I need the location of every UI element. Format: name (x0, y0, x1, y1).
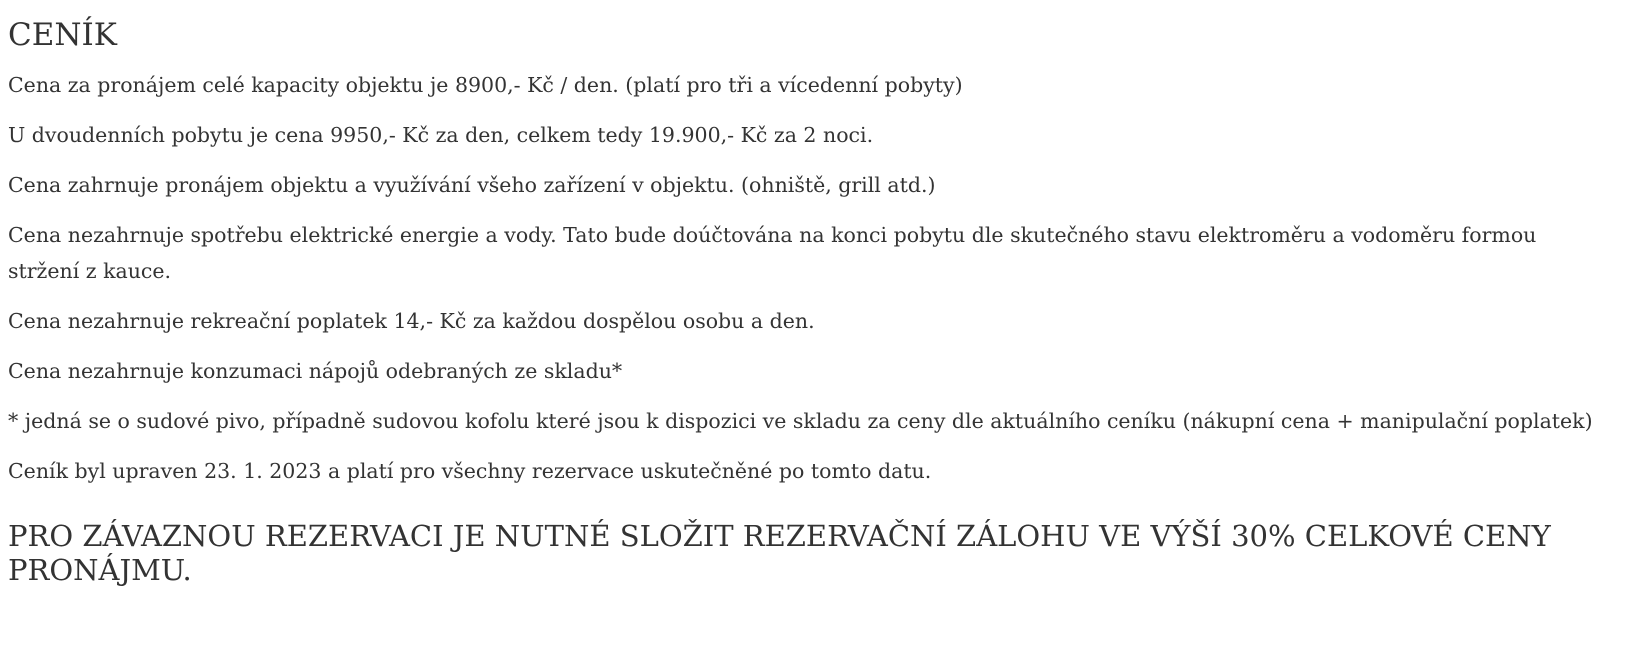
price-two-day-stay: U dvoudenních pobytu je cena 9950,- Kč za den, celkem tedy 19.900,- Kč za 2 noci. (8, 123, 874, 147)
pricing-updated-note: Ceník byl upraven 23. 1. 2023 a platí pro všechny rezervace uskutečněné po tomto datu. (8, 459, 932, 483)
price-excludes-energy: Cena nezahrnuje spotřebu elektrické energie a vody. Tato bude doúčtována na konci pobytu dle skutečného stavu elektroměru a vodoměru formou stržení z kauce. (8, 223, 1537, 283)
drinks-footnote: * jedná se o sudové pivo, případně sudovou kofolu které jsou k dispozici ve skladu za ceny dle aktuálního ceníku (nákupní cena + manipulační poplatek) (8, 409, 1593, 433)
pricing-heading: CENÍK (8, 17, 117, 53)
price-excludes-drinks: Cena nezahrnuje konzumaci nápojů odebraných ze skladu* (8, 359, 623, 383)
pricing-section (8, 0, 1608, 587)
price-includes: Cena zahrnuje pronájem objektu a využívání všeho zařízení v objektu. (ohniště, grill atd.) (8, 173, 936, 197)
price-excludes-fee: Cena nezahrnuje rekreační poplatek 14,- Kč za každou dospělou osobu a den. (8, 309, 815, 333)
reservation-deposit-heading: PRO ZÁVAZNOU REZERVACI JE NUTNÉ SLOŽIT REZERVAČNÍ ZÁLOHU VE VÝŠÍ 30% CELKOVÉ CENY PRONÁJMU. (8, 519, 1551, 587)
price-full-capacity: Cena za pronájem celé kapacity objektu je 8900,- Kč / den. (platí pro tři a vícedenní pobyty) (8, 73, 963, 97)
